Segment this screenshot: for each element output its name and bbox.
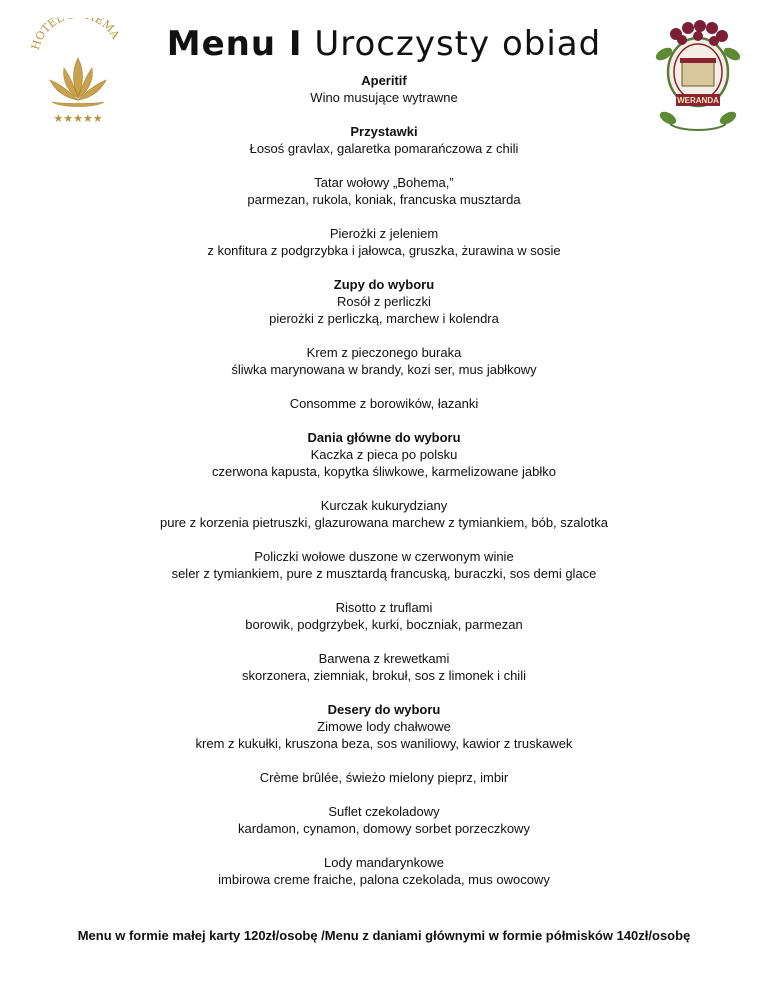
dish-name: Risotto z truflami [335,600,433,615]
dish-name: Kaczka z pieca po polsku [310,447,458,462]
dish-name: Krem z pieczonego buraka [306,345,462,360]
dish-name: Crème brûlée, świeżo mielony pieprz, imbir [259,770,509,785]
dish-name: Consomme z borowików, łazanki [289,396,479,411]
dish-name: Lody mandarynkowe [324,855,444,870]
dish-name: Rosół z perliczki [337,294,431,309]
price-footer: Menu w formie małej karty 120zł/osobę /Menu z daniami głównymi w formie półmisków 140zł/osobę [77,928,691,943]
dish-name: Zimowe lody chałwowe [317,719,451,734]
logo-left-stars: ★★★★★ [53,113,103,125]
item-gap [0,582,768,599]
dish-name: Wino musujące wytrawne [310,90,458,105]
section-heading: Desery do wyboru [327,702,441,717]
dish-description: z konfitura z podgrzybka i jałowca, gruszka, żurawina w sosie [207,243,561,258]
dish-name: Kurczak kukurydziany [320,498,448,513]
svg-text:HOTEL BOHEMA [29,18,123,51]
section-gap [0,106,768,123]
dish-description: parmezan, rukola, koniak, francuska musztarda [247,192,521,207]
dish-description: pierożki z perliczką, marchew i kolendra [269,311,499,326]
logo-left-text: HOTEL EMA [28,18,123,52]
item-gap [0,208,768,225]
dish-description: imbirowa creme fraiche, palona czekolada, mus owocowy [218,872,550,887]
logo-right-text: WERANDA [677,96,719,105]
section-gap [0,684,768,701]
item-gap [0,157,768,174]
dish-description: śliwka marynowana w brandy, kozi ser, mus jabłkowy [231,362,537,377]
item-gap [0,752,768,769]
dish-name: Pierożki z jeleniem [329,226,439,241]
dish-description: czerwona kapusta, kopytka śliwkowe, karmelizowane jabłko [212,464,556,479]
item-gap [0,837,768,854]
dish-name: Łosoś gravlax, galaretka pomarańczowa z chili [249,141,519,156]
dish-description: pure z korzenia pietruszki, glazurowana marchew z tymiankiem, bób, szalotka [160,515,608,530]
dish-name: Suflet czekoladowy [328,804,440,819]
section-heading: Zupy do wyboru [333,277,435,292]
section-heading: Przystawki [350,124,418,139]
dish-description: seler z tymiankiem, pure z musztardą francuską, buraczki, sos demi glace [171,566,597,581]
item-gap [0,327,768,344]
section-gap [0,412,768,429]
item-gap [0,786,768,803]
section-gap [0,259,768,276]
item-gap [0,531,768,548]
dish-name: Tatar wołowy „Bohema,” [314,175,454,190]
section-heading: Aperitif [361,73,407,88]
title-rest: Uroczysty obiad [314,24,602,64]
dish-description: skorzonera, ziemniak, brokuł, sos z limonek i chili [242,668,526,683]
dish-description: borowik, podgrzybek, kurki, boczniak, parmezan [245,617,523,632]
title-bold: Menu I [166,24,303,64]
dish-description: kardamon, cynamon, domowy sorbet porzeczkowy [238,821,530,836]
dish-description: krem z kukułki, kruszona beza, sos waniliowy, kawior z truskawek [195,736,573,751]
dish-name: Policzki wołowe duszone w czerwonym winie [254,549,514,564]
section-heading: Dania główne do wyboru [307,430,461,445]
item-gap [0,378,768,395]
menu-body [0,72,768,888]
dish-name: Barwena z krewetkami [318,651,450,666]
item-gap [0,633,768,650]
item-gap [0,480,768,497]
